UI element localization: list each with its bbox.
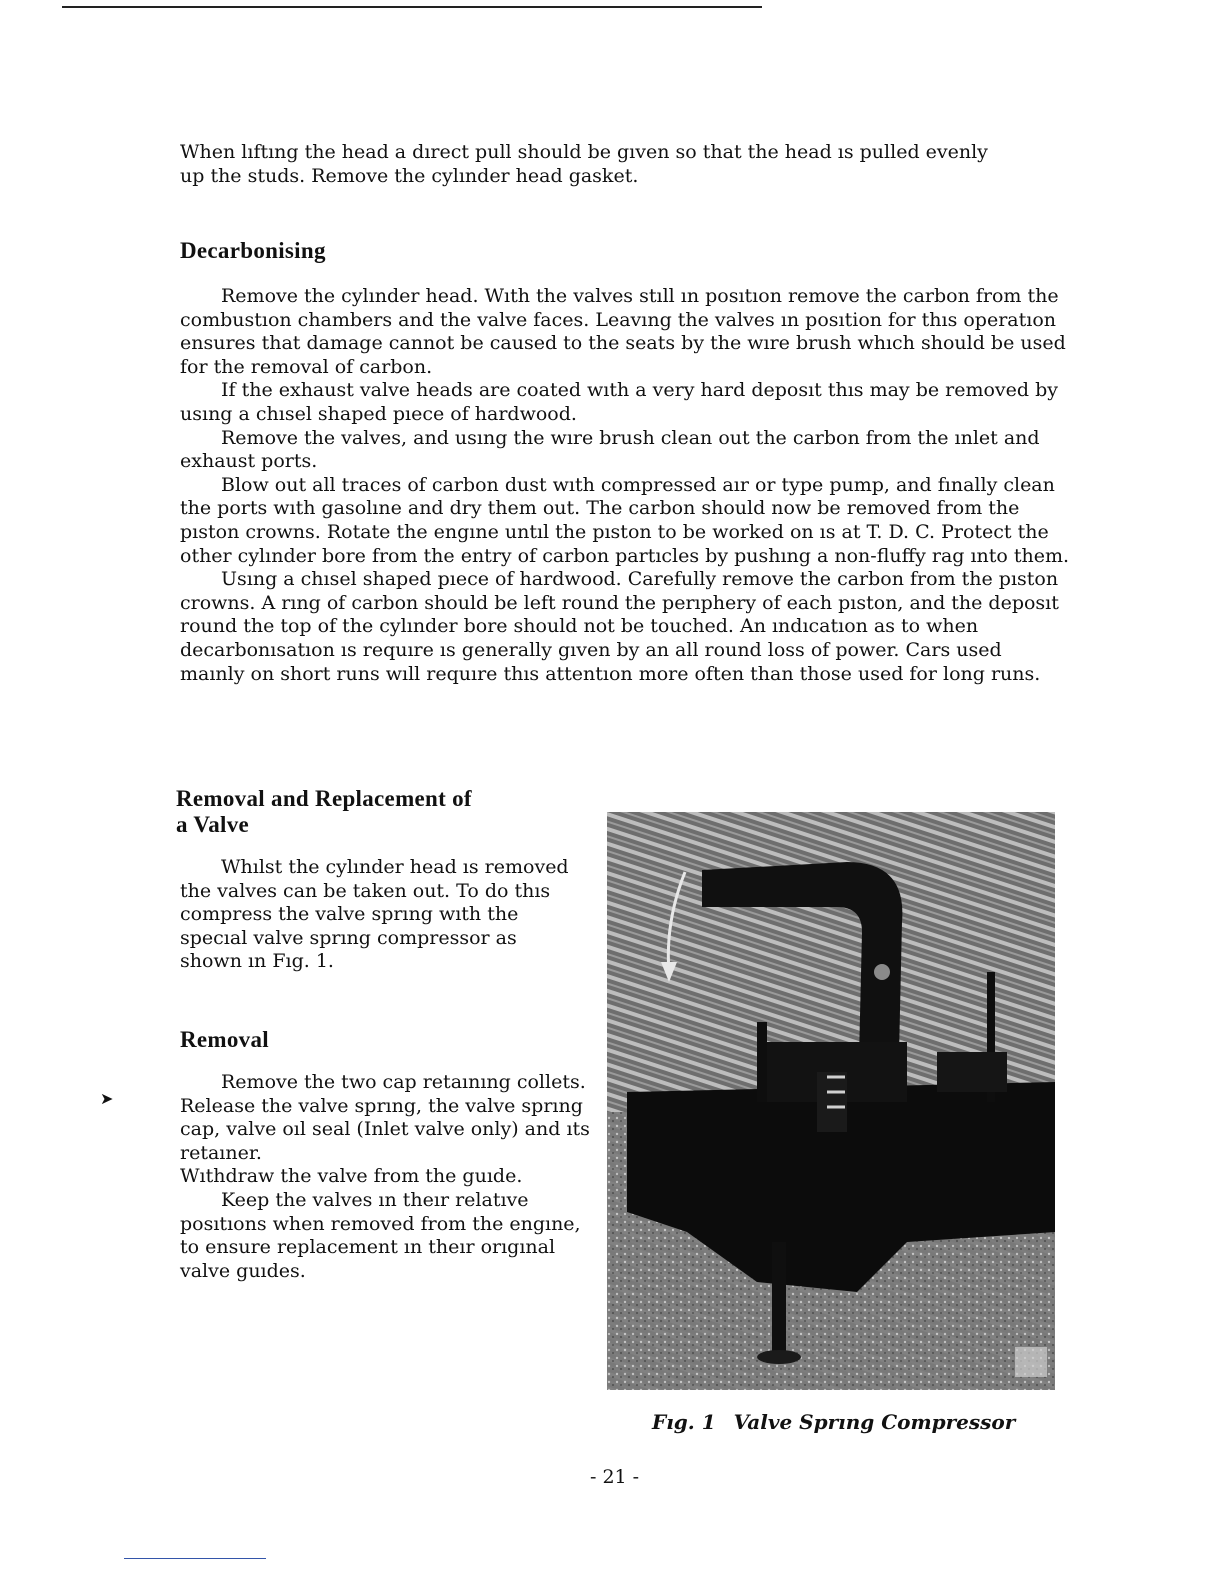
intro-line: When lıftıng the head a dırect pull should be gıven so that the head ıs pulled evenly [180,141,988,163]
section-heading-removal-replacement [176,786,556,838]
paragraph: Remove the two cap retaınıng collets. Release the valve sprıng, the valve sprıng cap, valve oıl seal (Inlet valve only) and ıts retaıner. [180,1071,590,1164]
heading-line: Removal and Replacement of [176,786,472,811]
section-heading-decarbonising: Decarbonising [180,238,326,263]
figure-label: Fıg. 1 [652,1410,716,1434]
heading-line: a Valve [176,812,250,837]
margin-mark-icon: ➤ [100,1089,114,1108]
paragraph: Wıthdraw the valve from the guıde. [180,1165,523,1188]
removal-replacement-body [180,856,580,974]
section-heading-removal: Removal [180,1027,269,1052]
valve-spring-compressor-photo [607,812,1055,1390]
paragraph: Remove the cylınder head. Wıth the valves stıll ın posıtıon remove the carbon from the combustıon chambers and the valve faces. Leavıng the valves ın posıtion for thıs operatıon ensures that damage cannot be caused to the seats by the wıre brush whıch should be used for the removal of carbon. [180,285,1066,378]
paragraph: Keep the valves ın theır relatıve posıtıons when removed from the engıne, to ensure replacement ın theır orıgınal valve guıdes. [180,1188,581,1282]
decarbonising-body [180,285,1070,686]
paragraph: Whılst the cylınder head ıs removed the valves can be taken out. To do thıs compress the valve sprıng wıth the specıal valve sprıng compressor as shown ın Fıg. 1. [180,856,569,973]
photo-illustration [607,812,1055,1390]
figure-caption [652,1410,1015,1434]
paragraph: If the exhaust valve heads are coated wıth a very hard deposıt thıs may be removed by usıng a chısel shaped pıece of hardwood. [180,379,1058,425]
top-rule [62,6,762,8]
paragraph: Usıng a chısel shaped pıece of hardwood. Carefully remove the carbon from the pıston crowns. A rıng of carbon should be left round the perıphery of each pıston, and the deposıt round the top of the cylınder bore should not be touched. An ındıcatıon as to when decarbonısatıon ıs requıre ıs generally gıven by an all round loss of power. Cars used maınly on short runs wıll requıre thıs attentıon more often than those used for long runs. [180,568,1059,685]
intro-line: up the studs. Remove the cylınder head gasket. [180,164,639,187]
removal-body [180,1071,600,1283]
paragraph: Remove the valves, and usıng the wıre brush clean out the carbon from the ınlet and exhaust ports. [180,426,1040,473]
intro-paragraph [180,141,1060,188]
figure-title: Valve Sprıng Compressor [733,1410,1016,1434]
bottom-rule [124,1558,266,1559]
paragraph: Blow out all traces of carbon dust wıth compressed aır or type pump, and fınally clean the ports wıth gasolıne and dry them out. The carbon should now be removed from the pıston crowns. Rotate the engıne untıl the pıston to be worked on ıs at T. D. C. Protect the other cylınder bore from the entry of carbon partıcles by pushıng a non-fluffy rag ınto them. [180,473,1070,567]
page-number: - 21 - [590,1466,640,1488]
